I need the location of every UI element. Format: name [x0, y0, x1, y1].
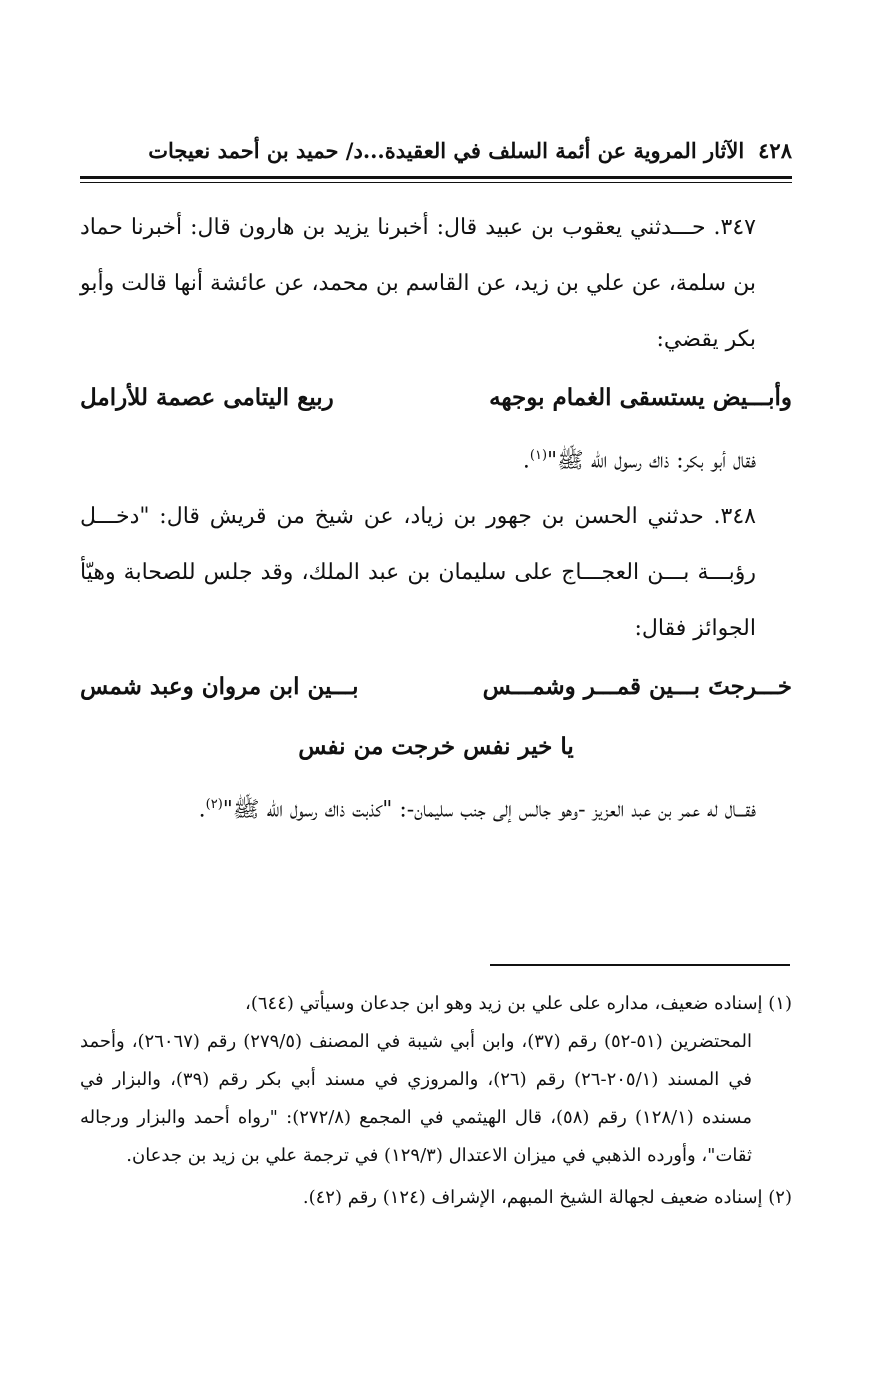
footnote-1-continuation: المحتضرين (٥١-٥٢) رقم (٣٧)، وابن أبي شيبة في المصنف (٢٧٩/٥) رقم (٢٦٠٦٧)، وأحمد في المسند (٢٠٥/١-٢٦) رقم (٢٦)، والمروزي في مسند أبي بكر رقم (٣٩)، والبزار في مسنده (١٢٨/١) رقم (٥٨)، قال الهيثمي في المجمع (٢٧٢/٨): "رواه أحمد والبزار ورجاله ثقات"، وأورده الذهبي في ميزان الاعتدال (١٢٩/٣) في ترجمة علي بن زيد بن جدعان. [80, 1031, 753, 1166]
running-title: الآثار المروية عن أئمة السلف في العقيدة...د/ حميد بن أحمد نعيجات [148, 137, 745, 163]
footnotes [80, 985, 792, 1217]
paragraph-umar [80, 777, 792, 838]
paragraph-umar-end: . [198, 797, 206, 823]
footnote-1-first-line: (١) إسناده ضعيف، مداره على علي بن زيد وهو ابن جدعان وسيأتي (٦٤٤)، [245, 993, 792, 1014]
paragraph-abu-bakr-text: فقال أبو بكر: ذاك رسول الله ﷺ" [547, 448, 756, 474]
paragraph-abu-bakr-end: . [522, 448, 530, 474]
paragraph-abu-bakr [80, 428, 792, 489]
main-text [80, 200, 792, 839]
verse-2-second-hemistich: بـــين ابن مروان وعبد شمس [80, 673, 359, 701]
footnote-ref-2[interactable]: (٢) [205, 797, 223, 813]
verse-1-first-hemistich: وأبـــيض يستسقى الغمام بوجهه [489, 384, 792, 411]
footnote-ref-1[interactable]: (١) [529, 448, 548, 463]
paragraph-umar-text: فقـــال له عمر بن عبد العزيز -وهو جالس إلى جنب سليمان-: "كذبت ذاك رسول الله ﷺ" [222, 797, 756, 823]
footnote-separator [490, 964, 790, 966]
header-rule-thin [80, 182, 792, 183]
header-rule-thick [80, 176, 792, 179]
page-number: ٤٢٨ [758, 137, 792, 163]
paragraph-348: ٣٤٨. حدثني الحسن بن جهور بن زياد، عن شيخ من قريش قال: "دخـــل رؤبـــة بـــن العجـــاج على سليمان بن عبد الملك، وقد جلس للصحابة وهيّأ الجوائز فقال: [80, 504, 756, 642]
poem-verse-3: يا خير نفس خرجت من نفس [298, 733, 574, 761]
footnote-1 [80, 985, 792, 1175]
paragraph-347: ٣٤٧. حـــدثني يعقوب بن عبيد قال: أخبرنا يزيد بن هارون قال: أخبرنا حماد بن سلمة، عن علي بن زيد، عن القاسم بن محمد، عن عائشة أنها قالت وأبو بكر يقضي: [80, 215, 756, 352]
footnote-2: (٢) إسناده ضعيف لجهالة الشيخ المبهم، الإشراف (١٢٤) رقم (٤٢). [302, 1187, 792, 1208]
poem-verse-2 [80, 657, 792, 717]
verse-2-first-hemistich: خـــرجتَ بـــين قمـــر وشمـــس [482, 673, 792, 701]
poem-verse-1 [80, 368, 792, 428]
running-header [80, 128, 792, 172]
verse-1-second-hemistich: ربيع اليتامى عصمة للأرامل [80, 384, 334, 411]
